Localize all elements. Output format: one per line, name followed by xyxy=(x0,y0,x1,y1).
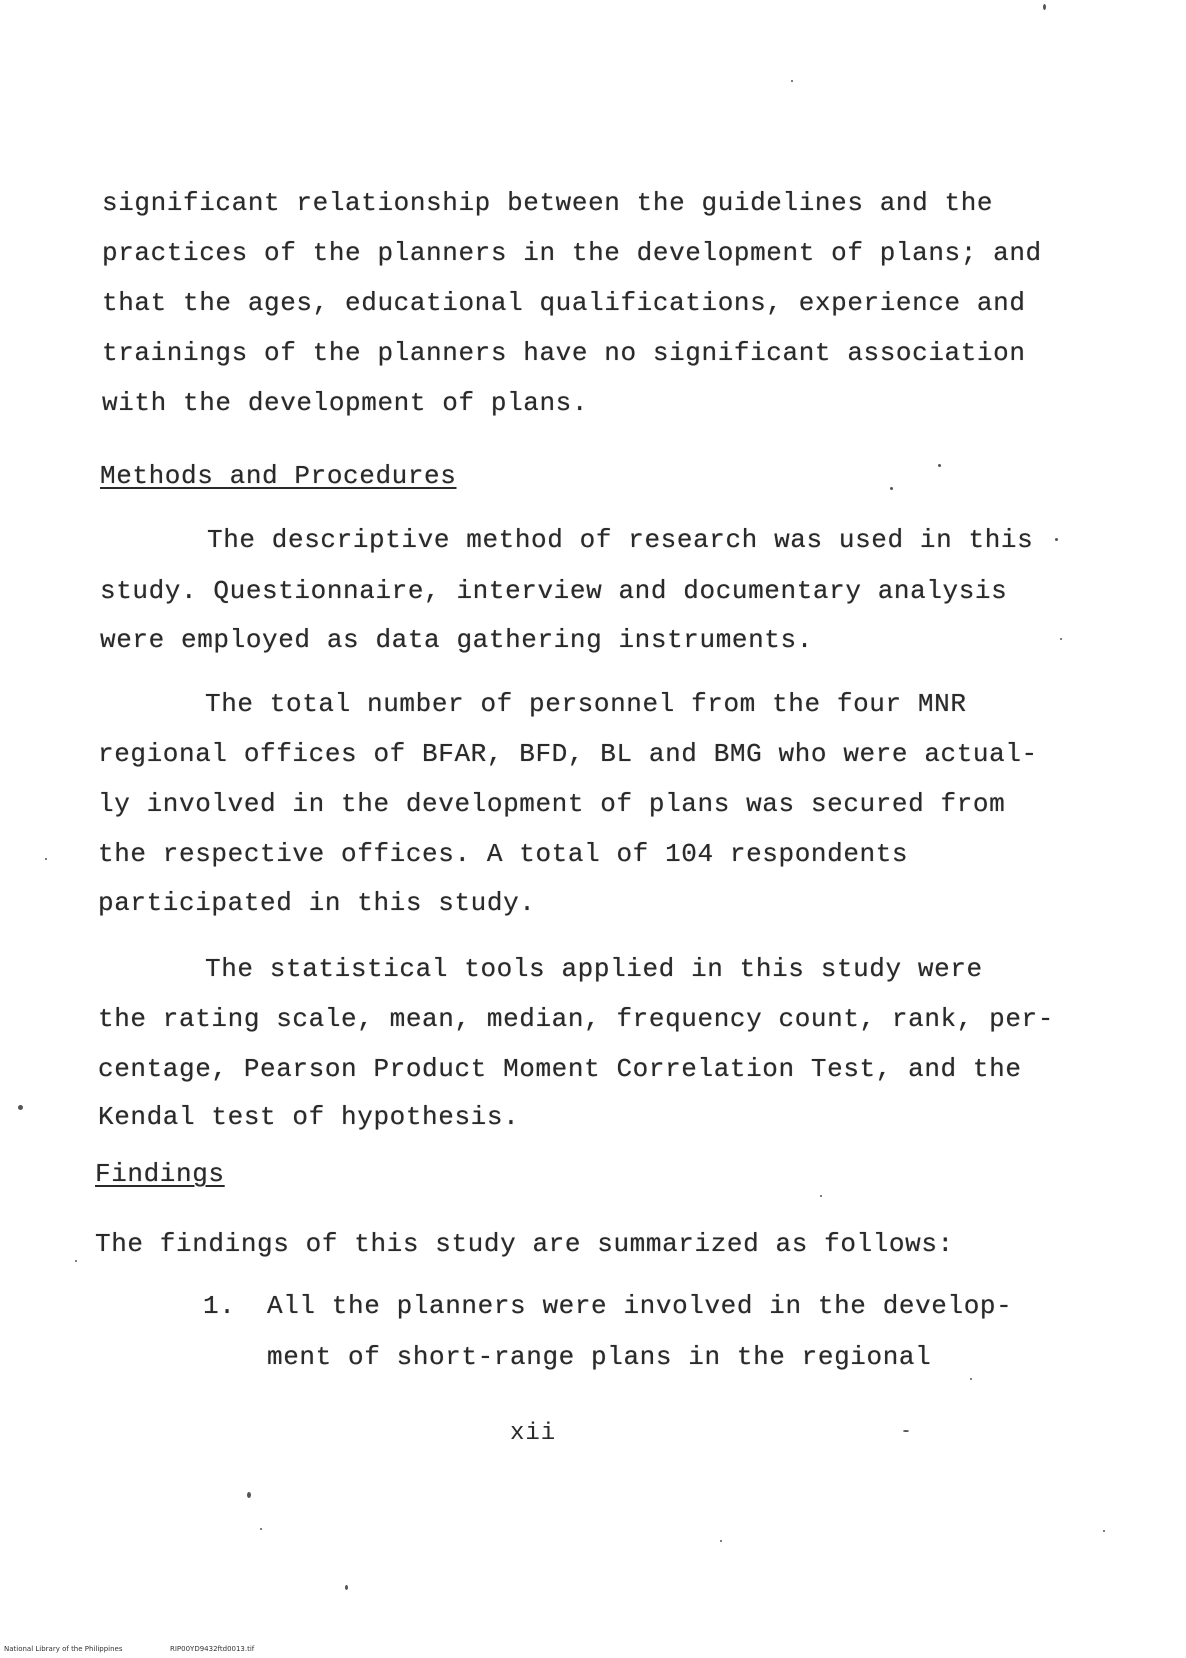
scan-speck xyxy=(247,1492,251,1498)
scan-speck xyxy=(45,858,47,860)
scan-speck xyxy=(720,1540,722,1542)
footer-library-label: National Library of the Philippines xyxy=(4,1645,123,1653)
scan-speck xyxy=(970,1378,972,1380)
text-line: centage, Pearson Product Moment Correlation Test, and the xyxy=(98,1054,1022,1084)
list-item-number: 1. xyxy=(203,1291,236,1321)
scan-speck xyxy=(260,1528,262,1530)
text-line: The total number of personnel from the four MNR xyxy=(205,689,967,719)
scan-speck xyxy=(1060,638,1062,640)
list-item-text: ment of short-range plans in the regional xyxy=(267,1342,932,1372)
footer-file-label: RIP00YD9432ftd0013.tif xyxy=(170,1645,255,1653)
text-line: significant relationship between the guidelines and the xyxy=(102,188,994,218)
text-line: that the ages, educational qualifications, experience and xyxy=(102,288,1026,318)
text-line: with the development of plans. xyxy=(102,388,589,418)
section-heading-methods: Methods and Procedures xyxy=(100,461,457,491)
scan-speck xyxy=(75,1260,77,1262)
text-line: Kendal test of hypothesis. xyxy=(98,1102,520,1132)
scan-speck xyxy=(18,1105,23,1110)
text-line: the respective offices. A total of 104 respondents xyxy=(98,839,909,869)
scan-speck xyxy=(820,1195,822,1197)
text-line: The statistical tools applied in this study were xyxy=(205,954,983,984)
page-number: xii xyxy=(510,1420,557,1447)
section-heading-findings: Findings xyxy=(95,1159,225,1189)
list-item-text: All the planners were involved in the develop- xyxy=(267,1291,1013,1321)
text-line: The findings of this study are summarized as follows: xyxy=(95,1229,954,1259)
text-line: trainings of the planners have no significant association xyxy=(102,338,1026,368)
text-line: the rating scale, mean, median, frequency count, rank, per- xyxy=(98,1004,1054,1034)
text-line: practices of the planners in the development of plans; and xyxy=(102,238,1042,268)
scan-speck xyxy=(938,464,941,467)
scan-speck xyxy=(791,80,793,82)
scan-speck xyxy=(903,1430,909,1432)
scan-speck xyxy=(345,1585,348,1590)
text-line: were employed as data gathering instruments. xyxy=(100,625,813,655)
text-line: The descriptive method of research was used in this xyxy=(207,525,1034,555)
text-line: ly involved in the development of plans was secured from xyxy=(98,789,1006,819)
text-line: participated in this study. xyxy=(98,888,536,918)
text-line: regional offices of BFAR, BFD, BL and BMG who were actual- xyxy=(98,739,1038,769)
scan-speck xyxy=(1055,538,1058,541)
text-line: study. Questionnaire, interview and documentary analysis xyxy=(100,576,1008,606)
scan-speck xyxy=(1043,4,1046,10)
scan-speck xyxy=(1103,1530,1105,1532)
scan-speck xyxy=(890,487,893,490)
